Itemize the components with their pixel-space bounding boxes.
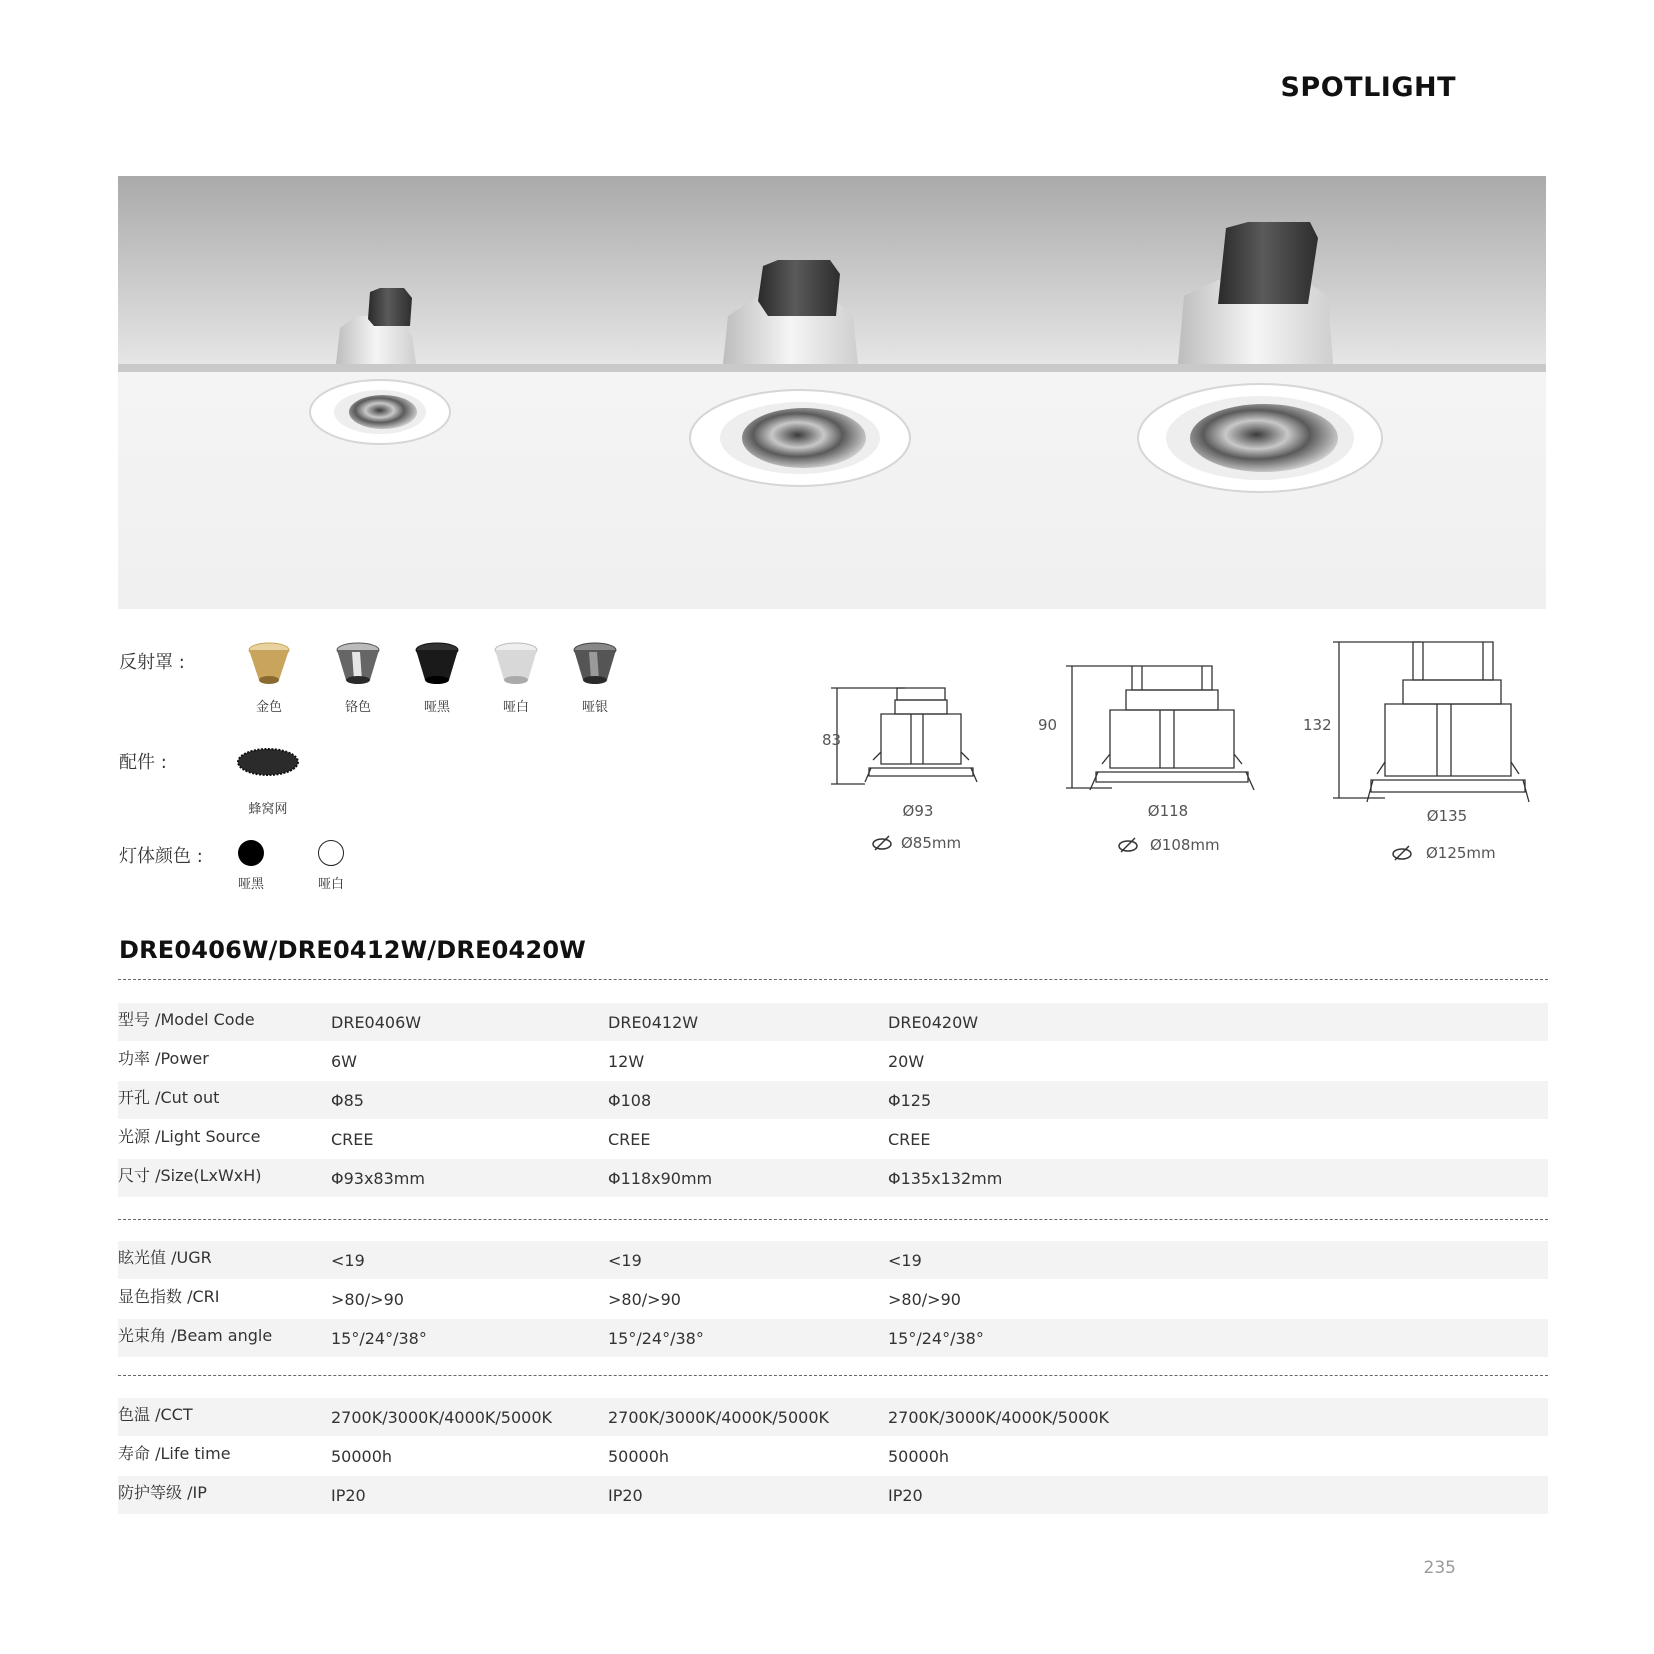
spec-row-ip: [118, 1476, 1548, 1514]
spec-value: >80/>90: [608, 1290, 681, 1309]
spec-value: Φ108: [608, 1091, 652, 1110]
spec-label: 光源 /Light Source: [118, 1127, 261, 1146]
spec-value: <19: [888, 1251, 922, 1270]
drawing-medium-height: 90: [1038, 716, 1058, 734]
spec-label: 显色指数 /CRI: [118, 1287, 220, 1306]
reflector-matte-silver-caption: 哑银: [581, 700, 608, 715]
drawing-small-diameter: Ø93: [902, 802, 934, 820]
spec-row-size: [118, 1159, 1548, 1197]
body-color-black-caption: 哑黑: [237, 877, 264, 892]
drawing-small-height: 83: [822, 731, 842, 749]
spec-value: CREE: [331, 1130, 374, 1149]
page-number: 235: [1423, 1558, 1456, 1578]
product-title: DRE0406W/DRE0412W/DRE0420W: [119, 936, 586, 964]
reflector-gold-icon: [244, 640, 294, 693]
spec-value: 20W: [888, 1052, 925, 1071]
spec-value: Φ118x90mm: [608, 1169, 713, 1188]
cutout-small-icon: [870, 834, 894, 857]
spec-value: <19: [331, 1251, 365, 1270]
accessory-label: 配件 :: [119, 752, 167, 773]
spec-value: 50000h: [888, 1447, 950, 1466]
spec-value: 50000h: [331, 1447, 393, 1466]
spec-label: 型号 /Model Code: [118, 1010, 255, 1029]
spec-row-cri: [118, 1280, 1548, 1318]
spec-value: DRE0420W: [888, 1013, 979, 1032]
reflector-chrome-icon: [332, 640, 384, 693]
spec-value: 2700K/3000K/4000K/5000K: [888, 1408, 1110, 1427]
drawing-large: [1325, 636, 1535, 816]
spec-label: 色温 /CCT: [118, 1405, 193, 1424]
drawing-large-diameter: Ø135: [1426, 807, 1468, 825]
spec-value: DRE0412W: [608, 1013, 699, 1032]
drawing-medium: [1062, 660, 1272, 805]
spec-value: Φ93x83mm: [331, 1169, 425, 1188]
spec-value: 15°/24°/38°: [888, 1329, 984, 1348]
spec-value: >80/>90: [331, 1290, 404, 1309]
reflector-chrome-caption: 铬色: [344, 700, 371, 715]
spec-value: 15°/24°/38°: [608, 1329, 704, 1348]
body-color-white-caption: 哑白: [317, 877, 344, 892]
spec-value: Φ125: [888, 1091, 932, 1110]
drawing-large-cutout: Ø125mm: [1426, 844, 1496, 862]
spec-value: 2700K/3000K/4000K/5000K: [608, 1408, 830, 1427]
spec-row-cct: [118, 1398, 1548, 1436]
spec-value: 12W: [608, 1052, 645, 1071]
spec-label: 功率 /Power: [118, 1049, 209, 1068]
spec-row-cut-out: [118, 1081, 1548, 1119]
reflector-matte-white-icon: [490, 640, 542, 693]
spec-value: IP20: [331, 1486, 366, 1505]
reflector-matte-black-icon: [411, 640, 463, 693]
divider: [118, 979, 1548, 980]
spec-row-power: [118, 1042, 1548, 1080]
divider: [118, 1375, 1548, 1376]
accessory-caption: 蜂窝网: [248, 802, 288, 817]
spec-label: 开孔 /Cut out: [118, 1088, 220, 1107]
spec-value: <19: [608, 1251, 642, 1270]
drawing-small-cutout: Ø85mm: [901, 834, 962, 852]
reflector-matte-black-caption: 哑黑: [423, 700, 450, 715]
body-color-white-swatch: [318, 840, 344, 866]
body-color-black-swatch: [238, 840, 264, 866]
product-hero-image: [118, 176, 1546, 609]
reflector-matte-silver-icon: [569, 640, 621, 693]
drawing-medium-cutout: Ø108mm: [1150, 836, 1220, 854]
spec-value: 2700K/3000K/4000K/5000K: [331, 1408, 553, 1427]
spec-value: DRE0406W: [331, 1013, 422, 1032]
reflector-matte-white-caption: 哑白: [502, 700, 529, 715]
spec-row-model-code: [118, 1003, 1548, 1041]
cutout-medium-icon: [1116, 836, 1140, 859]
spec-value: >80/>90: [888, 1290, 961, 1309]
spec-row-life-time: [118, 1437, 1548, 1475]
reflector-label: 反射罩 :: [119, 652, 185, 673]
spec-label: 寿命 /Life time: [118, 1444, 231, 1463]
cutout-large-icon: [1390, 844, 1414, 867]
drawing-small: [825, 682, 995, 797]
spec-label: 防护等级 /IP: [118, 1483, 207, 1502]
spec-value: CREE: [888, 1130, 931, 1149]
spec-row-ugr: [118, 1241, 1548, 1279]
spec-row-light-source: [118, 1120, 1548, 1158]
spec-value: 6W: [331, 1052, 357, 1071]
spec-row-beam-angle: [118, 1319, 1548, 1357]
spec-label: 光束角 /Beam angle: [118, 1326, 273, 1345]
spec-label: 眩光值 /UGR: [118, 1248, 212, 1267]
spec-value: IP20: [888, 1486, 923, 1505]
spec-value: 15°/24°/38°: [331, 1329, 427, 1348]
body-color-label: 灯体颜色 :: [119, 846, 203, 867]
honeycomb-mesh-icon: [236, 746, 300, 783]
drawing-large-height: 132: [1303, 716, 1332, 734]
spec-value: IP20: [608, 1486, 643, 1505]
page-title: SPOTLIGHT: [1280, 72, 1456, 103]
spec-label: 尺寸 /Size(LxWxH): [118, 1166, 262, 1185]
spec-value: 50000h: [608, 1447, 670, 1466]
drawing-medium-diameter: Ø118: [1147, 802, 1189, 820]
spec-value: Φ85: [331, 1091, 364, 1110]
divider: [118, 1219, 1548, 1220]
spec-value: Φ135x132mm: [888, 1169, 1003, 1188]
reflector-gold-caption: 金色: [255, 700, 282, 715]
spec-value: CREE: [608, 1130, 651, 1149]
